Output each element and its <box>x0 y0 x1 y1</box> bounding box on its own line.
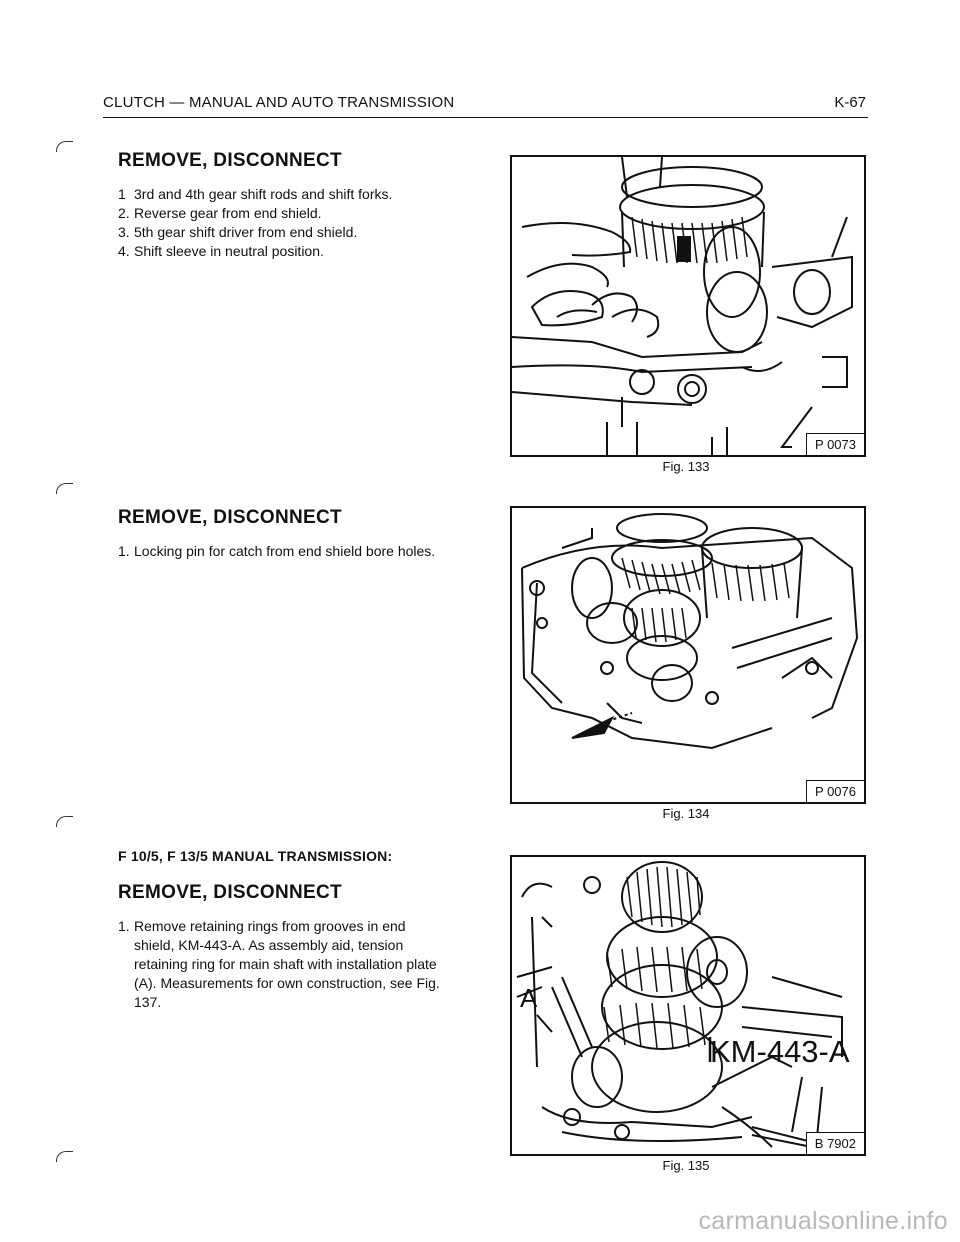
step-list <box>118 542 448 561</box>
figure-135-illustration <box>510 855 866 1156</box>
figure-134-illustration <box>510 506 866 804</box>
step-list <box>118 917 448 1012</box>
gear-assembly-drawing <box>512 157 864 455</box>
section-remove-locking-pin <box>118 507 448 561</box>
figure-code: P 0076 <box>806 780 864 802</box>
step-item: 4. Shift sleeve in neutral position. <box>118 243 324 259</box>
figure-code: P 0073 <box>806 433 864 455</box>
step-item: 1 3rd and 4th gear shift rods and shift forks. <box>118 186 393 202</box>
section-remove-shift-rods <box>118 150 448 261</box>
chapter-title: CLUTCH — MANUAL AND AUTO TRANSMISSION <box>103 94 455 111</box>
section-heading: REMOVE, DISCONNECT <box>118 507 342 528</box>
section-heading: REMOVE, DISCONNECT <box>118 882 342 903</box>
step-list <box>118 185 448 261</box>
step-item: 3. 5th gear shift driver from end shield. <box>118 224 358 240</box>
watermark-text: carmanualsonline.info <box>698 1207 948 1235</box>
figure-caption: Fig. 135 <box>662 1158 710 1173</box>
page-number: K-67 <box>834 94 866 111</box>
margin-mark <box>56 141 73 152</box>
margin-mark <box>56 816 73 827</box>
step-item: 2. Reverse gear from end shield. <box>118 205 322 221</box>
figure-code: B 7902 <box>806 1132 864 1154</box>
step-item: 1. Remove retaining rings from grooves in end shield, KM-443-A. As assembly aid, tension retaining ring for main shaft with installation plate (A). Measurements for own construction, see Fig. 137. <box>118 918 440 1010</box>
figure-caption: Fig. 134 <box>662 806 710 821</box>
retaining-ring-drawing <box>512 857 864 1154</box>
section-remove-retaining-rings <box>118 848 448 1012</box>
page-header <box>103 91 868 118</box>
tool-label: KM-443-A <box>710 1034 850 1069</box>
section-heading: REMOVE, DISCONNECT <box>118 150 342 171</box>
step-item: 1. Locking pin for catch from end shield bore holes. <box>118 543 436 559</box>
end-shield-drawing <box>512 508 864 802</box>
figure-caption: Fig. 133 <box>662 459 710 474</box>
margin-mark <box>56 1151 73 1162</box>
callout-label-a: A <box>520 983 538 1013</box>
section-subheading: F 10/5, F 13/5 MANUAL TRANSMISSION: <box>118 848 393 864</box>
margin-mark <box>56 483 73 494</box>
figure-133-illustration <box>510 155 866 457</box>
